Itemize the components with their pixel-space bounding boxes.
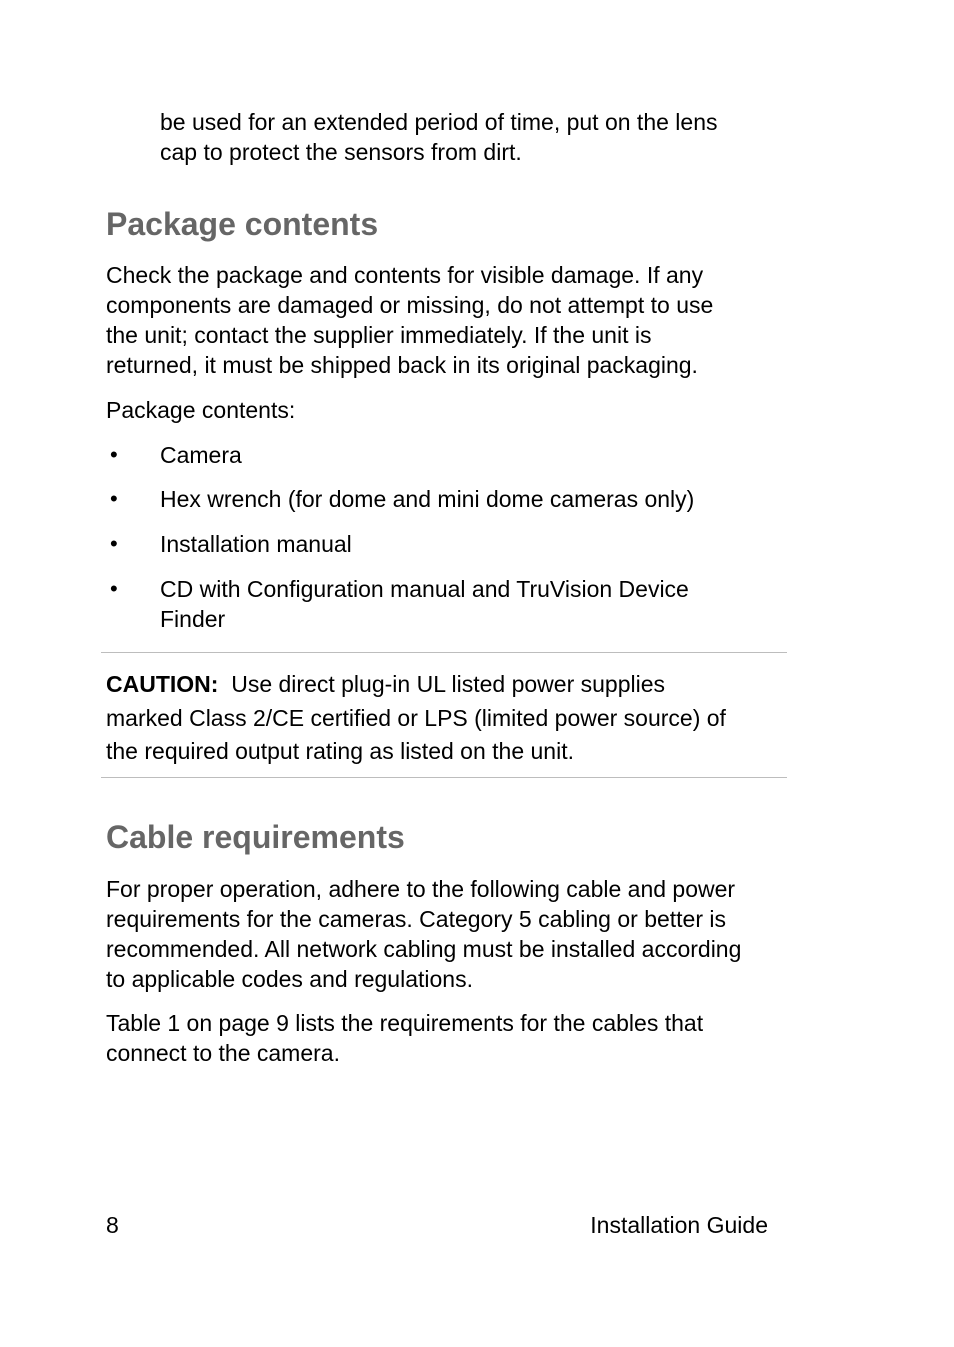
package-contents-heading: Package contents xyxy=(106,206,379,242)
intro-line-2: cap to protect the sensors from dirt. xyxy=(160,139,522,165)
bullet-marker: • xyxy=(110,442,118,467)
bullet-marker: • xyxy=(110,576,118,601)
bullet-marker: • xyxy=(110,531,118,556)
footer-page-number: 8 xyxy=(106,1212,119,1238)
package-paragraph-line-2: components are damaged or missing, do not attempt to use xyxy=(106,292,714,318)
list-item-line-2: Finder xyxy=(160,606,226,632)
list-item-text: Hex wrench (for dome and mini dome cameras only) xyxy=(160,486,695,512)
caution-bottom-divider xyxy=(101,777,787,778)
package-list-intro: Package contents: xyxy=(106,397,296,423)
cable-paragraph-1-line-4: to applicable codes and regulations. xyxy=(106,966,473,992)
list-item-line-1: CD with Configuration manual and TruVision Device xyxy=(160,576,689,602)
caution-line-2: marked Class 2/CE certified or LPS (limited power source) of xyxy=(106,704,726,731)
cable-requirements-heading: Cable requirements xyxy=(106,819,405,855)
cable-paragraph-1-line-1: For proper operation, adhere to the following cable and power xyxy=(106,876,736,902)
package-paragraph xyxy=(106,260,713,380)
cable-paragraph-1-line-2: requirements for the cameras. Category 5 cabling or better is xyxy=(106,906,727,932)
cable-paragraph-2 xyxy=(106,1008,703,1068)
cable-paragraph-1 xyxy=(106,874,741,994)
caution-label: CAUTION: xyxy=(106,671,219,697)
intro-line-1: be used for an extended period of time, put on the lens xyxy=(160,109,718,135)
list-item-text: Camera xyxy=(160,442,242,468)
cable-paragraph-1-line-3: recommended. All network cabling must be installed according xyxy=(106,936,742,962)
package-paragraph-line-1: Check the package and contents for visible damage. If any xyxy=(106,262,704,288)
package-paragraph-line-4: returned, it must be shipped back in its original packaging. xyxy=(106,352,698,378)
package-paragraph-line-3: the unit; contact the supplier immediately. If the unit is xyxy=(106,322,652,348)
footer-doc-title: Installation Guide xyxy=(590,1212,768,1238)
caution-line-3: the required output rating as listed on the unit. xyxy=(106,738,574,764)
caution-line-1 xyxy=(106,668,726,702)
list-item-text: Installation manual xyxy=(160,531,352,557)
cable-paragraph-2-line-2: connect to the camera. xyxy=(106,1040,340,1066)
caution-first-line: Use direct plug-in UL listed power supplies xyxy=(231,671,666,697)
cable-paragraph-2-line-1: Table 1 on page 9 lists the requirements for the cables that xyxy=(106,1010,704,1036)
caution-spacer xyxy=(218,671,231,697)
caution-top-divider xyxy=(101,652,787,653)
bullet-marker: • xyxy=(110,486,118,511)
caution-box xyxy=(106,668,726,769)
list-item-text xyxy=(160,574,689,634)
intro-paragraph xyxy=(160,107,718,167)
